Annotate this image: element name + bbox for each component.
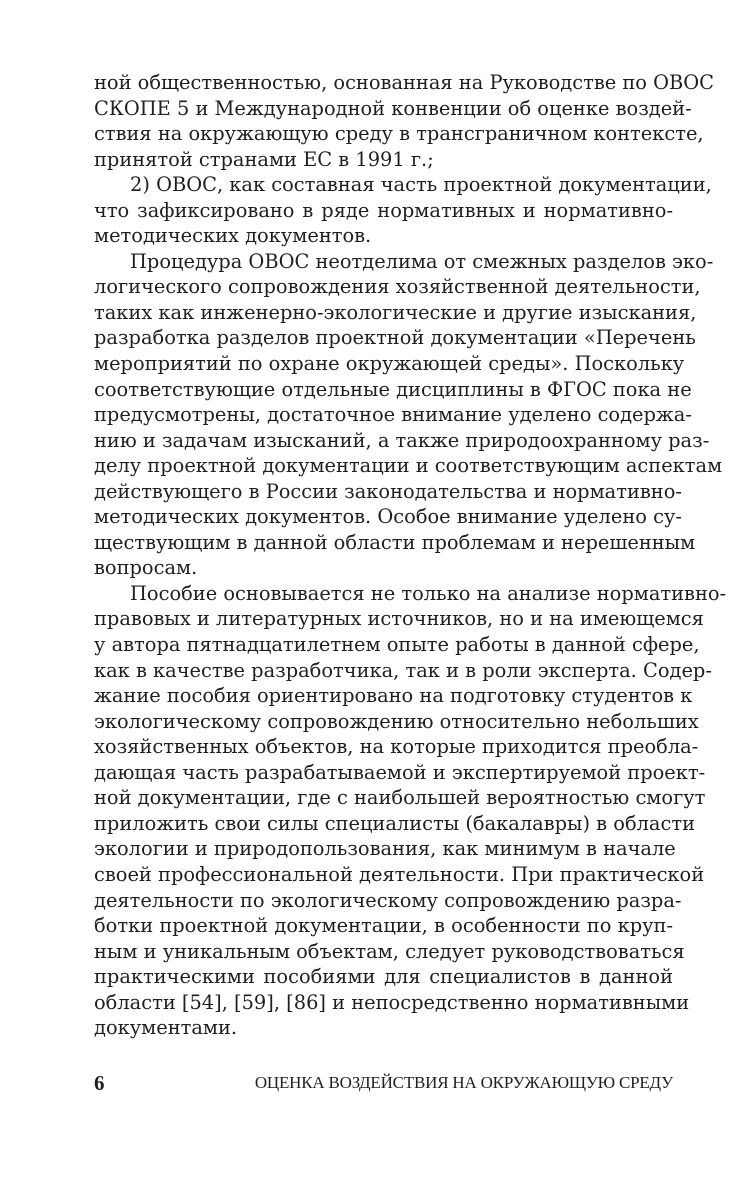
text-line: действующего в России законодательства и нормативно- — [94, 479, 682, 503]
text-line: Пособие основывается не только на анализе нормативно- — [130, 581, 727, 605]
text-line: методических документов. Особое внимание уделено су- — [94, 505, 682, 529]
text-line: мероприятий по охране окружающей среды». Поскольку — [94, 352, 685, 376]
text-line: делу проектной документации и соответствующим аспектам — [94, 454, 723, 478]
text-line: СКОПЕ 5 и Международной конвенции об оценке воздей- — [94, 96, 692, 120]
text-line: деятельности по экологическому сопровождению разра- — [94, 888, 682, 912]
text-line: документами. — [94, 1016, 238, 1040]
text-line: разработка разделов проектной документации «Перечень — [94, 326, 696, 350]
text-line: экологическому сопровождению относительно небольших — [94, 709, 699, 733]
running-title: ОЦЕНКА ВОЗДЕЙСТВИЯ НА ОКРУЖАЮЩУЮ СРЕДУ — [254, 1073, 673, 1092]
text-line: что зафиксировано в ряде нормативных и нормативно- — [94, 198, 673, 222]
text-line: области [54], [59], [86] и непосредственно нормативными — [94, 990, 690, 1014]
text-line: хозяйственных объектов, на которые приходится преобла- — [94, 735, 699, 759]
text-line: ботки проектной документации, в особенности по круп- — [94, 914, 673, 938]
page-footer — [94, 1070, 673, 1096]
text-line: жание пособия ориентировано на подготовку студентов к — [94, 684, 693, 708]
text-line: правовых и литературных источников, но и на имеющемся — [94, 607, 704, 631]
text-line: логического сопровождения хозяйственной деятельности, — [94, 275, 701, 299]
text-line: Процедура ОВОС неотделима от смежных разделов эко- — [130, 249, 714, 273]
paragraph — [94, 172, 712, 249]
text-line: вопросам. — [94, 556, 198, 580]
text-line: дающая часть разрабатываемой и экспертируемой проект- — [94, 760, 706, 784]
text-line: у автора пятнадцатилетнем опыте работы в данной сфере, — [94, 633, 700, 657]
paragraph — [94, 581, 727, 1041]
text-line: практическими пособиями для специалистов в данной — [94, 965, 673, 989]
paragraph — [94, 70, 715, 172]
text-line: ществующим в данной области проблемам и нерешенным — [94, 530, 696, 554]
text-line: таких как инженерно-экологические и другие изыскания, — [94, 300, 697, 324]
text-line: ным и уникальным объектам, следует руководствоваться — [94, 939, 685, 963]
page-number: 6 — [94, 1071, 105, 1095]
text-line: как в качестве разработчика, так и в роли эксперта. Содер- — [94, 658, 712, 682]
text-line: своей профессиональной деятельности. При практической — [94, 862, 705, 886]
text-line: экологии и природопользования, как минимум в начале — [94, 837, 676, 861]
text-line: принятой странами ЕС в 1991 г.; — [94, 147, 434, 171]
page-body — [94, 70, 727, 1041]
text-line: ной общественностью, основанная на Руководстве по ОВОС — [94, 71, 715, 94]
text-line: ствия на окружающую среду в трансграничном контексте, — [94, 122, 704, 146]
text-line: предусмотрены, достаточное внимание уделено содержа- — [94, 403, 692, 427]
text-line: приложить свои силы специалисты (бакалавры) в области — [94, 811, 696, 835]
text-line: соответствующие отдельные дисциплины в ФГОС пока не — [94, 377, 692, 401]
paragraph — [94, 249, 723, 581]
text-line: ной документации, где с наибольшей вероятностью смогут — [94, 786, 706, 810]
text-line: 2) ОВОС, как составная часть проектной документации, — [130, 173, 712, 197]
text-line: нию и задачам изысканий, а также природоохранному раз- — [94, 428, 710, 452]
text-line: методических документов. — [94, 224, 372, 248]
